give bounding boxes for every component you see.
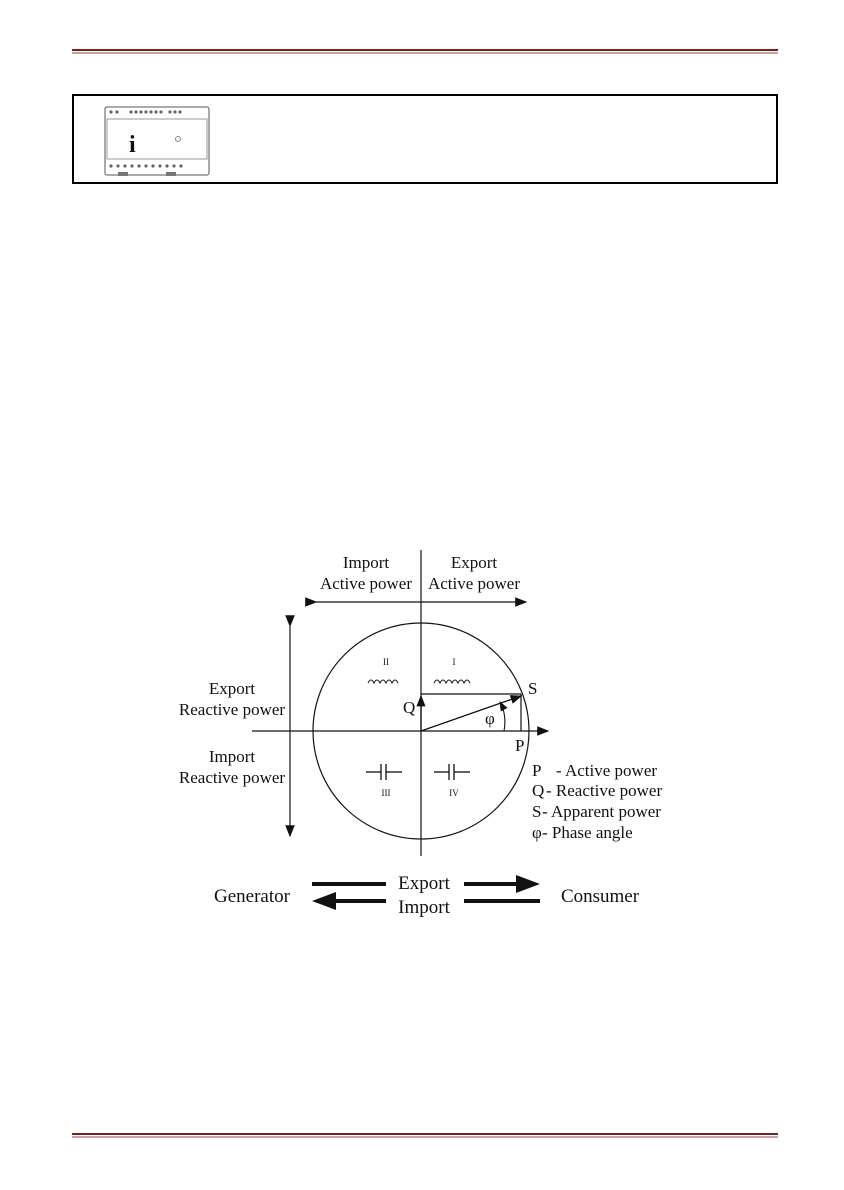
- footer-rule: [72, 1133, 778, 1138]
- phase-angle-arc: [500, 702, 505, 731]
- import-arrow-icon: [312, 892, 386, 910]
- quadrant-i-label: I: [452, 657, 456, 667]
- export-bar-left: [312, 882, 386, 886]
- phi-label: φ: [485, 709, 495, 728]
- info-symbol: i: [129, 132, 136, 158]
- legend-text-phi: - Phase angle: [542, 823, 633, 842]
- legend-symbol-phi: φ: [532, 823, 542, 842]
- active-import-line2: Active power: [319, 574, 413, 593]
- generator-label: Generator: [214, 886, 290, 907]
- export-label: Export: [398, 873, 450, 894]
- inductor-icon-i: [434, 680, 470, 683]
- legend-symbol-p: P: [532, 761, 542, 780]
- reactive-export-line1: Export: [208, 679, 256, 698]
- p-label: P: [515, 736, 525, 755]
- header-rule: [72, 49, 778, 54]
- reactive-import-line1: Import: [208, 747, 256, 766]
- power-quadrant-diagram: [176, 550, 682, 930]
- info-note-box: [72, 94, 778, 184]
- reactive-import-line2: Reactive power: [178, 768, 286, 787]
- legend-text-q: - Reactive power: [546, 781, 663, 800]
- legend: [532, 761, 662, 842]
- consumer-label: Consumer: [560, 886, 640, 907]
- q-label: Q: [403, 698, 416, 717]
- legend-text-s: - Apparent power: [542, 802, 661, 821]
- legend-symbol-q: Q: [532, 781, 545, 800]
- s-label: S: [528, 679, 538, 698]
- reactive-export-line2: Reactive power: [178, 700, 286, 719]
- s-vector: [421, 696, 521, 731]
- active-export-line2: Active power: [427, 574, 521, 593]
- import-label: Import: [398, 897, 450, 918]
- legend-text-p: - Active power: [556, 761, 658, 780]
- import-bar-right: [464, 899, 540, 903]
- legend-symbol-s: S: [532, 802, 542, 821]
- capacitor-icon-iv: [434, 764, 470, 780]
- capacitor-icon-iii: [366, 764, 402, 780]
- inductor-icon-ii: [368, 680, 398, 683]
- info-device-icon: [104, 106, 214, 178]
- quadrant-iv-label: IV: [449, 788, 459, 798]
- active-import-line1: Import: [342, 553, 390, 572]
- quadrant-iii-label: III: [381, 788, 391, 798]
- quadrant-ii-label: II: [383, 657, 389, 667]
- active-export-line1: Export: [450, 553, 498, 572]
- export-arrow-icon: [464, 875, 540, 893]
